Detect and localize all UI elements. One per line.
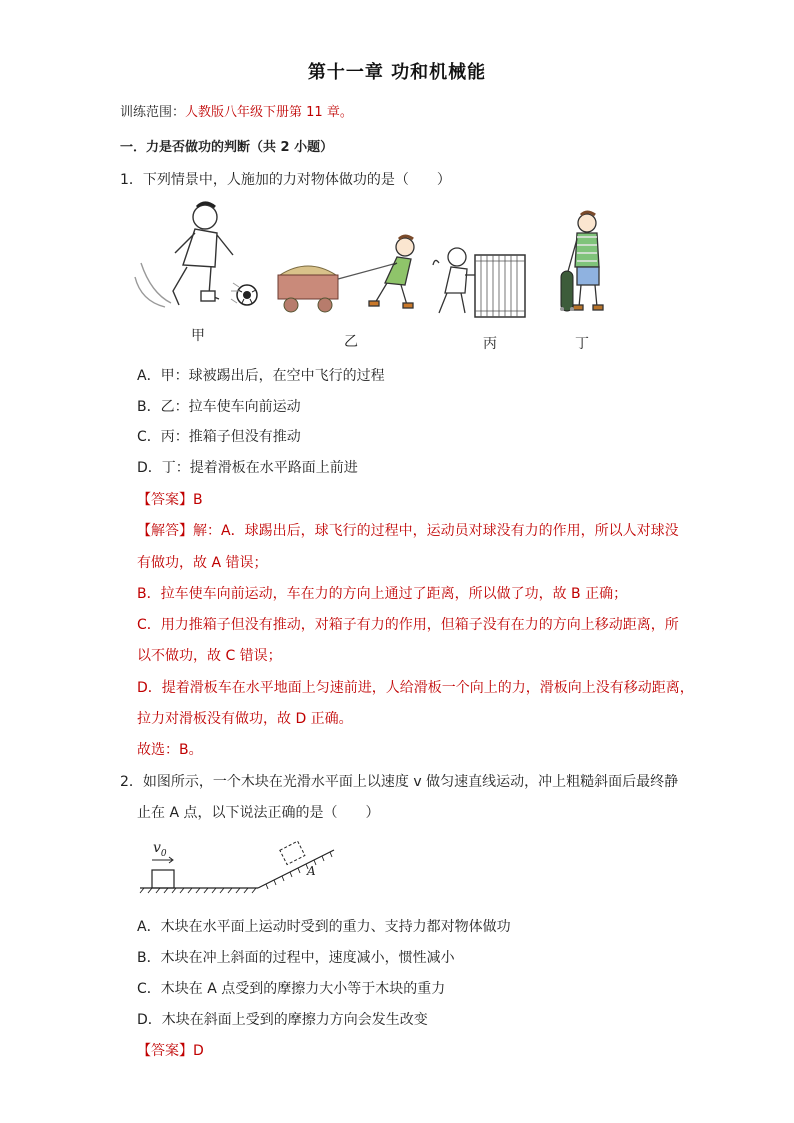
q1-answer-label: 【答案】 xyxy=(137,492,193,508)
q1-analysis-text-1: 解：A．球踢出后，球飞行的过程中，运动员对球没有力的作用，所以人对球没 xyxy=(193,523,679,539)
q1-option-c: C．丙：推箱子但没有推动 xyxy=(137,429,301,445)
q1-analysis-line-1 xyxy=(137,521,679,541)
q1-stem: 1．下列情景中，人施加的力对物体做功的是（ ） xyxy=(120,172,451,188)
q1-analysis-line-3: B．拉车使车向前运动，车在力的方向上通过了距离，所以做了功，故 B 正确； xyxy=(137,586,628,602)
figure-bing-pusher xyxy=(433,248,475,313)
q1-analysis-line-2: 有做功，故 A 错误； xyxy=(137,555,268,571)
q1-analysis-line-4: C．用力推箱子但没有推动，对箱子有力的作用，但箱子没有在力的方向上移动距离，所 xyxy=(137,617,679,633)
q1-option-b: B．乙：拉车使车向前运动 xyxy=(137,399,301,415)
block-at-point-a xyxy=(280,841,305,864)
q1-answer-value: B xyxy=(193,492,203,508)
q1-analysis-line-8: 故选：B。 xyxy=(137,742,203,758)
q2-answer-value: D xyxy=(193,1043,204,1059)
q2-stem-line-2: 止在 A 点，以下说法正确的是（ ） xyxy=(137,805,380,821)
figure-jia-kicker xyxy=(135,203,233,307)
scope-value: 人教版八年级下册第 11 章。 xyxy=(185,105,353,120)
inclined-surface xyxy=(258,850,334,888)
figure-label-yi: 乙 xyxy=(344,334,358,350)
q1-option-a: A．甲：球被踢出后，在空中飞行的过程 xyxy=(137,368,385,384)
q2-answer xyxy=(137,1041,204,1061)
figure-label-jia: 甲 xyxy=(191,328,205,344)
q2-stem-line-1: 2．如图所示，一个木块在光滑水平面上以速度 v 做匀速直线运动，冲上粗糙斜面后最终静 xyxy=(120,774,679,790)
page-title: 第十一章 功和机械能 xyxy=(307,62,487,83)
q2-answer-label: 【答案】 xyxy=(137,1043,193,1059)
velocity-label xyxy=(153,840,167,859)
q2-option-d: D．木块在斜面上受到的摩擦力方向会发生改变 xyxy=(137,1012,428,1028)
q1-answer xyxy=(137,490,203,510)
q1-analysis-label: 【解答】 xyxy=(137,523,193,539)
q1-analysis-line-6: D．提着滑板车在水平地面上匀速前进，人给滑板一个向上的力，滑板向上没有移动距离， xyxy=(137,680,694,696)
section-heading: 一．力是否做功的判断（共 2 小题） xyxy=(120,140,334,155)
training-scope xyxy=(120,103,353,123)
q1-analysis-line-7: 拉力对滑板没有做功，故 D 正确。 xyxy=(137,711,353,727)
soccer-ball-icon xyxy=(237,285,257,305)
scope-label: 训练范围： xyxy=(120,105,186,120)
q1-figure xyxy=(135,195,615,345)
velocity-symbol: v xyxy=(153,840,161,856)
velocity-subscript: 0 xyxy=(160,848,167,859)
wooden-block xyxy=(152,870,174,888)
q1-analysis-line-5: 以不做功，故 C 错误； xyxy=(137,648,282,664)
q1-option-d: D．丁：提着滑板在水平路面上前进 xyxy=(137,460,358,476)
figure-label-bing: 丙 xyxy=(483,336,497,352)
point-a-label: A xyxy=(307,864,316,878)
q2-option-a: A．木块在水平面上运动时受到的重力、支持力都对物体做功 xyxy=(137,919,511,935)
skateboard-icon xyxy=(560,271,574,311)
figure-yi-puller xyxy=(369,236,414,308)
q2-option-c: C．木块在 A 点受到的摩擦力大小等于木块的重力 xyxy=(137,981,446,997)
q2-option-b: B．木块在冲上斜面的过程中，速度减小，惯性减小 xyxy=(137,950,455,966)
crate-icon xyxy=(475,255,525,317)
figure-label-ding: 丁 xyxy=(575,336,589,352)
